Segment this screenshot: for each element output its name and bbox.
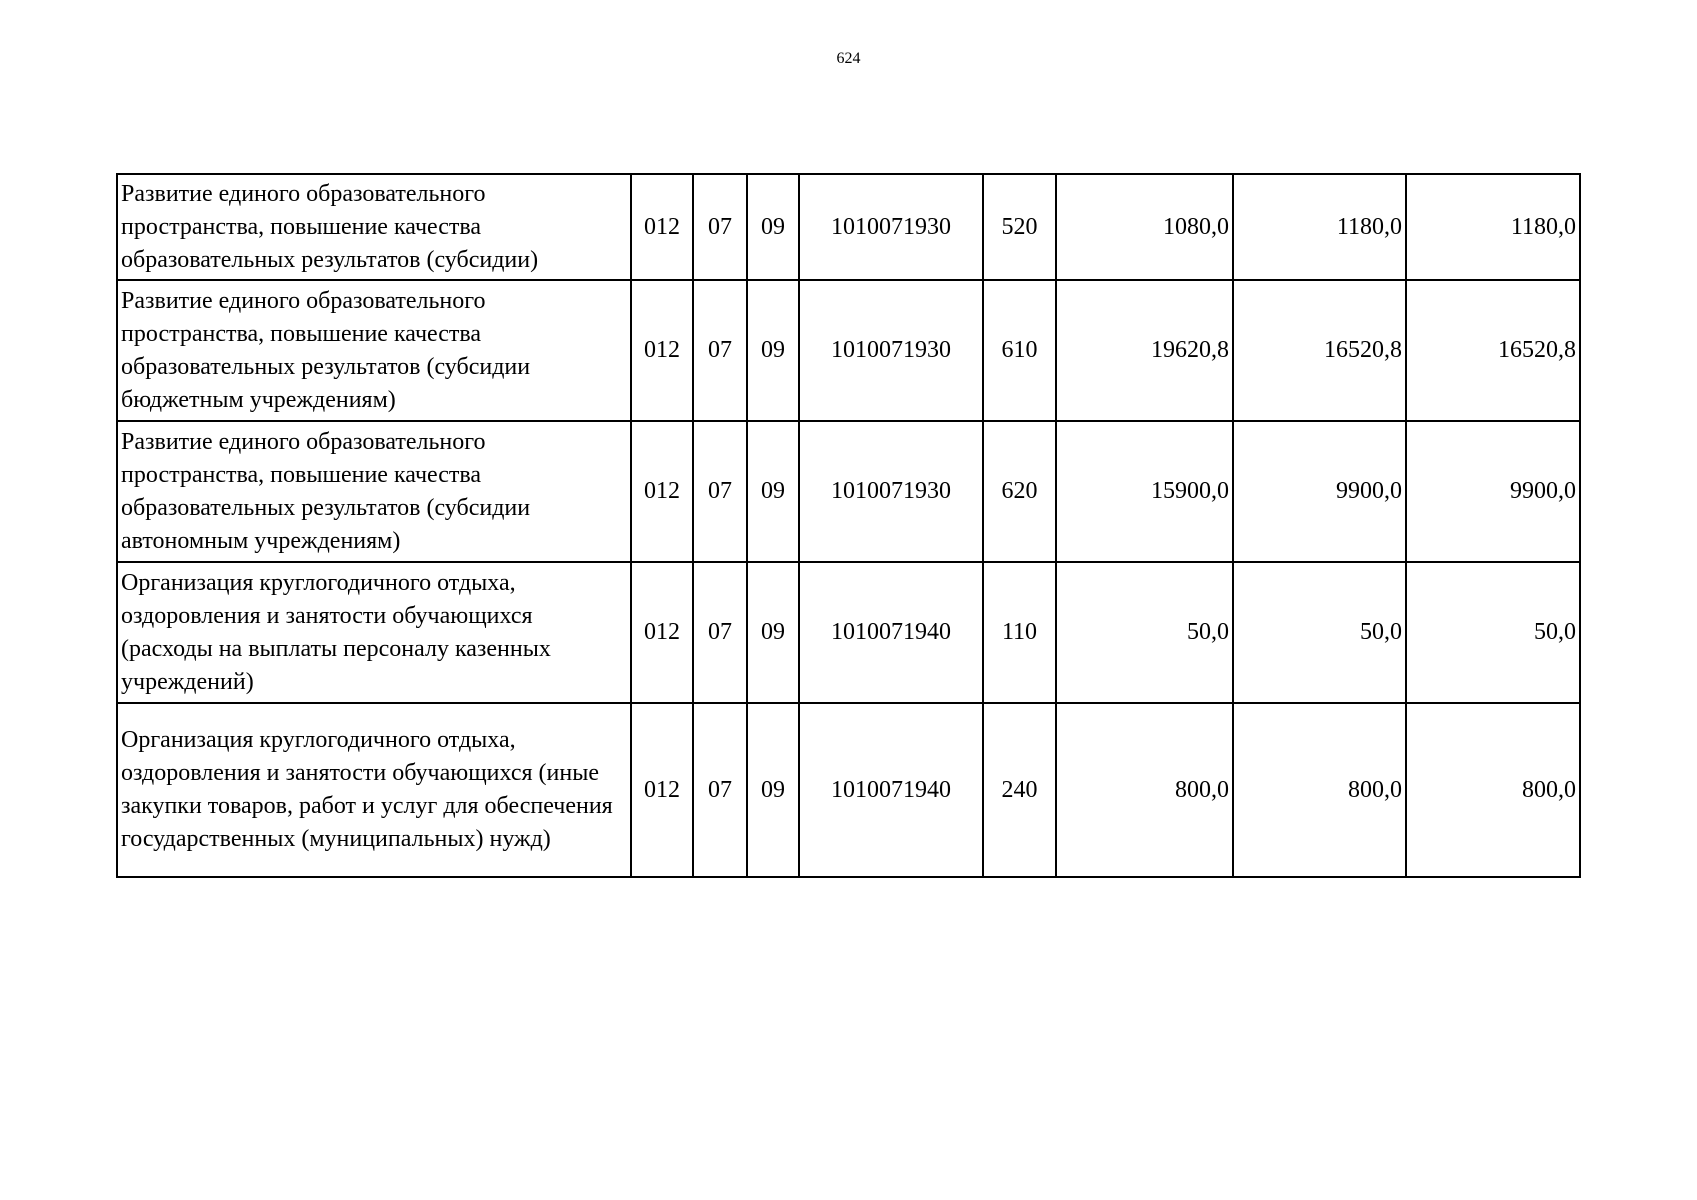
- sum3-cell: 1180,0: [1406, 174, 1580, 280]
- table-row: [117, 562, 1580, 703]
- table-row: [117, 280, 1580, 421]
- budget-table: [116, 173, 1581, 878]
- csr-cell: 1010071940: [799, 562, 983, 703]
- sum2-cell: 800,0: [1233, 703, 1406, 877]
- sum3-cell: 16520,8: [1406, 280, 1580, 421]
- row-name-cell: Развитие единого образовательного пространства, повышение качества образовательных результатов (субсидии автономным учреждениям): [117, 421, 631, 562]
- vr-cell: 240: [983, 703, 1056, 877]
- table-row: [117, 703, 1580, 877]
- vr-cell: 620: [983, 421, 1056, 562]
- rz-cell: 07: [693, 703, 747, 877]
- row-name-cell: Развитие единого образовательного пространства, повышение качества образовательных результатов (субсидии бюджетным учреждениям): [117, 280, 631, 421]
- csr-cell: 1010071940: [799, 703, 983, 877]
- sum3-cell: 50,0: [1406, 562, 1580, 703]
- row-name-cell: Организация круглогодичного отдыха, оздоровления и занятости обучающихся (иные закупки товаров, работ и услуг для обеспечения государственных (муниципальных) нужд): [117, 703, 631, 877]
- sum1-cell: 15900,0: [1056, 421, 1233, 562]
- ved-cell: 012: [631, 280, 693, 421]
- pr-cell: 09: [747, 280, 799, 421]
- vr-cell: 110: [983, 562, 1056, 703]
- sum1-cell: 50,0: [1056, 562, 1233, 703]
- row-name-cell: Организация круглогодичного отдыха, оздоровления и занятости обучающихся (расходы на выплаты персоналу казенных учреждений): [117, 562, 631, 703]
- rz-cell: 07: [693, 562, 747, 703]
- sum2-cell: 50,0: [1233, 562, 1406, 703]
- sum2-cell: 9900,0: [1233, 421, 1406, 562]
- pr-cell: 09: [747, 703, 799, 877]
- pr-cell: 09: [747, 421, 799, 562]
- ved-cell: 012: [631, 421, 693, 562]
- sum2-cell: 16520,8: [1233, 280, 1406, 421]
- sum2-cell: 1180,0: [1233, 174, 1406, 280]
- sum3-cell: 9900,0: [1406, 421, 1580, 562]
- rz-cell: 07: [693, 421, 747, 562]
- row-name-cell: Развитие единого образовательного пространства, повышение качества образовательных результатов (субсидии): [117, 174, 631, 280]
- csr-cell: 1010071930: [799, 280, 983, 421]
- vr-cell: 520: [983, 174, 1056, 280]
- csr-cell: 1010071930: [799, 174, 983, 280]
- table-row: [117, 174, 1580, 280]
- sum1-cell: 19620,8: [1056, 280, 1233, 421]
- page-number: 624: [836, 50, 861, 67]
- sum3-cell: 800,0: [1406, 703, 1580, 877]
- ved-cell: 012: [631, 174, 693, 280]
- pr-cell: 09: [747, 174, 799, 280]
- rz-cell: 07: [693, 174, 747, 280]
- sum1-cell: 800,0: [1056, 703, 1233, 877]
- ved-cell: 012: [631, 562, 693, 703]
- pr-cell: 09: [747, 562, 799, 703]
- rz-cell: 07: [693, 280, 747, 421]
- table-row: [117, 421, 1580, 562]
- vr-cell: 610: [983, 280, 1056, 421]
- csr-cell: 1010071930: [799, 421, 983, 562]
- sum1-cell: 1080,0: [1056, 174, 1233, 280]
- ved-cell: 012: [631, 703, 693, 877]
